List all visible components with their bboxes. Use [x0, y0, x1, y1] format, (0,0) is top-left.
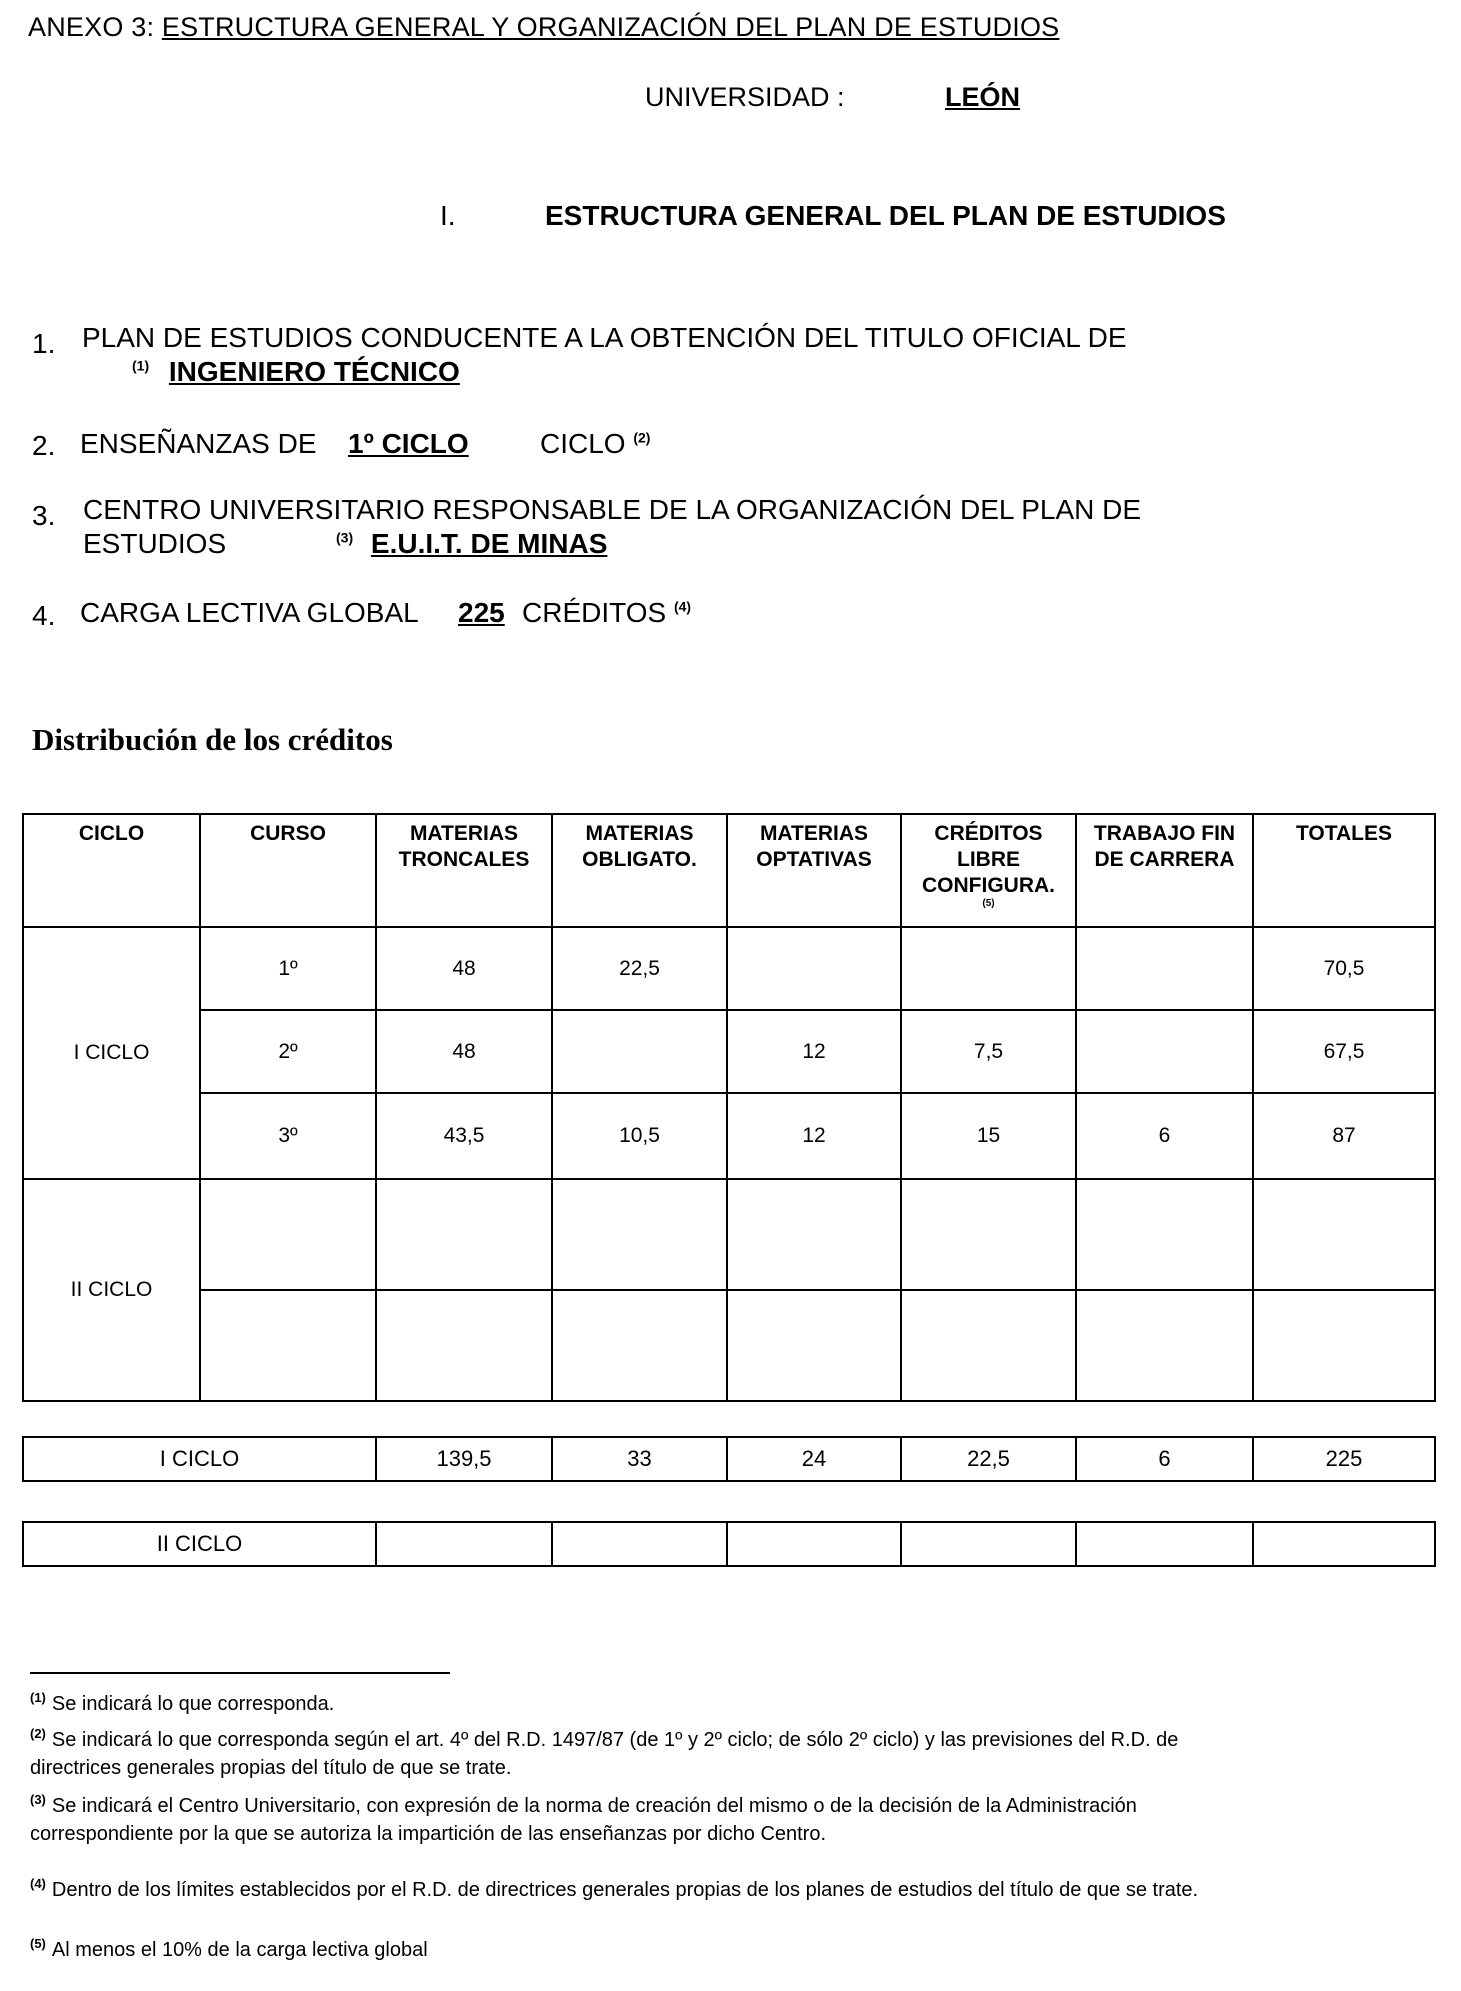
- footnote-divider: [30, 1672, 450, 1674]
- credits-table: [22, 813, 1436, 1402]
- footnote-5: [30, 1936, 1270, 1964]
- cell-trabajo: [1076, 927, 1253, 1010]
- table-row: [23, 1010, 1435, 1093]
- empty-cell: [727, 1179, 901, 1290]
- item-4-number: 4.: [32, 600, 56, 631]
- empty-cell: [901, 1179, 1076, 1290]
- empty-cell: [1076, 1522, 1253, 1566]
- header-trabajo: [1076, 814, 1253, 927]
- summary-ciclo-2-label: II CICLO: [23, 1522, 376, 1566]
- footnote-4: [30, 1876, 1270, 1904]
- section-number: I.: [440, 200, 456, 231]
- item-1-value: INGENIERO TÉCNICO: [168, 356, 460, 387]
- cell-libre: [901, 927, 1076, 1010]
- footnote-2-text: Se indicará lo que corresponda según el art. 4º del R.D. 1497/87 (de 1º y 2º ciclo; de sólo 2º ciclo) y las previsiones del R.D. de directrices generales propias del título de que se trate.: [30, 1729, 1179, 1779]
- item-4-ref: (4): [673, 598, 692, 615]
- table-row: [23, 1179, 1435, 1290]
- empty-cell: [1253, 1179, 1435, 1290]
- cell-optativas: 12: [727, 1010, 901, 1093]
- cell-troncales: 48: [376, 1010, 552, 1093]
- summary-troncales: 139,5: [376, 1437, 552, 1481]
- item-2-suffix: CICLO: [540, 428, 626, 459]
- ciclo-1-label: I CICLO: [23, 927, 200, 1179]
- summary-ciclo-1: [22, 1436, 1436, 1482]
- empty-cell: [1076, 1179, 1253, 1290]
- empty-cell: [552, 1179, 727, 1290]
- item-2-value: 1º CICLO: [348, 428, 469, 459]
- item-3-text: CENTRO UNIVERSITARIO RESPONSABLE DE LA ORGANIZACIÓN DEL PLAN DE: [83, 494, 1142, 525]
- footnote-3-ref: (3): [30, 1792, 46, 1808]
- header-libre-line-3: CONFIGURA.: [922, 874, 1055, 897]
- cell-obligato: 22,5: [552, 927, 727, 1010]
- summary-ciclo-2: [22, 1521, 1436, 1567]
- item-3-value-line: [336, 528, 607, 560]
- empty-cell: [1076, 1290, 1253, 1401]
- table-header-row: [23, 814, 1435, 927]
- cell-obligato: [552, 1010, 727, 1093]
- empty-cell: [1253, 1290, 1435, 1401]
- header-libre-ref: (5): [982, 898, 995, 909]
- item-4-suffix: CRÉDITOS: [522, 597, 667, 628]
- footnote-2: [30, 1726, 1270, 1782]
- cell-curso: 2º: [200, 1010, 376, 1093]
- item-4-text: CARGA LECTIVA GLOBAL: [80, 597, 419, 628]
- cell-curso: 1º: [200, 927, 376, 1010]
- item-2-text: ENSEÑANZAS DE: [80, 428, 317, 459]
- summary-totales: 225: [1253, 1437, 1435, 1481]
- footnote-1: [30, 1690, 1270, 1718]
- header-optativas-line-2: OPTATIVAS: [756, 848, 872, 871]
- summary-libre: 22,5: [901, 1437, 1076, 1481]
- cell-optativas: [727, 927, 901, 1010]
- university-value: LEÓN: [945, 82, 1021, 112]
- header-libre-line-1: CRÉDITOS: [934, 822, 1043, 845]
- footnote-3-text: Se indicará el Centro Universitario, con expresión de la norma de creación del mismo o de la decisión de la Administración correspondiente por la que se autoriza la impartición de las enseñanzas por dicho Centro.: [30, 1795, 1137, 1845]
- annex-prefix: ANEXO 3:: [28, 12, 155, 42]
- cell-libre: 15: [901, 1093, 1076, 1179]
- cell-trabajo: 6: [1076, 1093, 1253, 1179]
- summary-optativas: 24: [727, 1437, 901, 1481]
- item-4-value: 225: [458, 597, 505, 628]
- header-trabajo-line-1: TRABAJO FIN: [1093, 822, 1236, 845]
- empty-cell: [376, 1290, 552, 1401]
- header-troncales-line-1: MATERIAS: [409, 822, 519, 845]
- item-3-number: 3.: [32, 500, 56, 531]
- empty-cell: [727, 1522, 901, 1566]
- footnote-1-ref: (1): [30, 1690, 46, 1706]
- table-row: [23, 1093, 1435, 1179]
- section-title: ESTRUCTURA GENERAL DEL PLAN DE ESTUDIOS: [545, 200, 1226, 231]
- header-obligato-line-2: OBLIGATO.: [582, 848, 697, 871]
- cell-libre: 7,5: [901, 1010, 1076, 1093]
- item-1-value-line: [132, 356, 460, 388]
- cell-totales: 70,5: [1253, 927, 1435, 1010]
- header-optativas-line-1: MATERIAS: [759, 822, 869, 845]
- item-2-number: 2.: [32, 430, 56, 461]
- header-optativas: [727, 814, 901, 927]
- summary-obligato: 33: [552, 1437, 727, 1481]
- cell-troncales: 48: [376, 927, 552, 1010]
- footnote-4-ref: (4): [30, 1876, 46, 1892]
- header-troncales: [376, 814, 552, 927]
- header-obligato-line-1: MATERIAS: [585, 822, 694, 845]
- empty-cell: [376, 1522, 552, 1566]
- item-3-ref: (3): [336, 529, 354, 546]
- cell-obligato: 10,5: [552, 1093, 727, 1179]
- university-label: UNIVERSIDAD :: [645, 82, 845, 112]
- empty-cell: [200, 1290, 376, 1401]
- cell-totales: 67,5: [1253, 1010, 1435, 1093]
- cell-totales: 87: [1253, 1093, 1435, 1179]
- header-totales: TOTALES: [1253, 814, 1435, 927]
- footnote-5-text: Al menos el 10% de la carga lectiva global: [51, 1939, 428, 1961]
- header-obligato: [552, 814, 727, 927]
- item-4-suffix-line: [522, 597, 691, 629]
- empty-cell: [727, 1290, 901, 1401]
- item-1-text: PLAN DE ESTUDIOS CONDUCENTE A LA OBTENCIÓN DEL TITULO OFICIAL DE: [82, 322, 1127, 353]
- credits-subheading: Distribución de los créditos: [32, 722, 393, 757]
- header-trabajo-line-2: DE CARRERA: [1094, 848, 1235, 871]
- footnote-5-ref: (5): [30, 1936, 46, 1952]
- header-libre: [901, 814, 1076, 927]
- annex-header: [28, 12, 1059, 43]
- ciclo-2-label: II CICLO: [23, 1179, 200, 1401]
- footnote-2-ref: (2): [30, 1726, 46, 1742]
- cell-optativas: 12: [727, 1093, 901, 1179]
- cell-curso: 3º: [200, 1093, 376, 1179]
- header-libre-line-2: LIBRE: [957, 848, 1020, 871]
- table-row: [23, 927, 1435, 1010]
- header-ciclo: CICLO: [23, 814, 200, 927]
- empty-cell: [552, 1290, 727, 1401]
- annex-title: ESTRUCTURA GENERAL Y ORGANIZACIÓN DEL PLAN DE ESTUDIOS: [161, 12, 1060, 42]
- empty-cell: [1253, 1522, 1435, 1566]
- empty-cell: [901, 1522, 1076, 1566]
- item-2-suffix-line: [540, 428, 650, 460]
- item-2-ref: (2): [633, 429, 651, 446]
- summary-trabajo: 6: [1076, 1437, 1253, 1481]
- footnote-1-text: Se indicará lo que corresponda.: [51, 1693, 335, 1715]
- footnote-4-text: Dentro de los límites establecidos por el R.D. de directrices generales propias de los planes de estudios del título de que se trate.: [51, 1879, 1199, 1901]
- summary-ciclo-1-label: I CICLO: [23, 1437, 376, 1481]
- cell-trabajo: [1076, 1010, 1253, 1093]
- cell-troncales: 43,5: [376, 1093, 552, 1179]
- table-row: [23, 1290, 1435, 1401]
- item-3-text-2: ESTUDIOS: [83, 528, 227, 559]
- empty-cell: [552, 1522, 727, 1566]
- empty-cell: [376, 1179, 552, 1290]
- empty-cell: [901, 1290, 1076, 1401]
- item-1-number: 1.: [32, 328, 56, 359]
- item-1-ref: (1): [132, 357, 150, 374]
- item-3-value: E.U.I.T. DE MINAS: [370, 528, 608, 559]
- header-curso: CURSO: [200, 814, 376, 927]
- footnote-3: [30, 1792, 1270, 1848]
- empty-cell: [200, 1179, 376, 1290]
- header-troncales-line-2: TRONCALES: [398, 848, 530, 871]
